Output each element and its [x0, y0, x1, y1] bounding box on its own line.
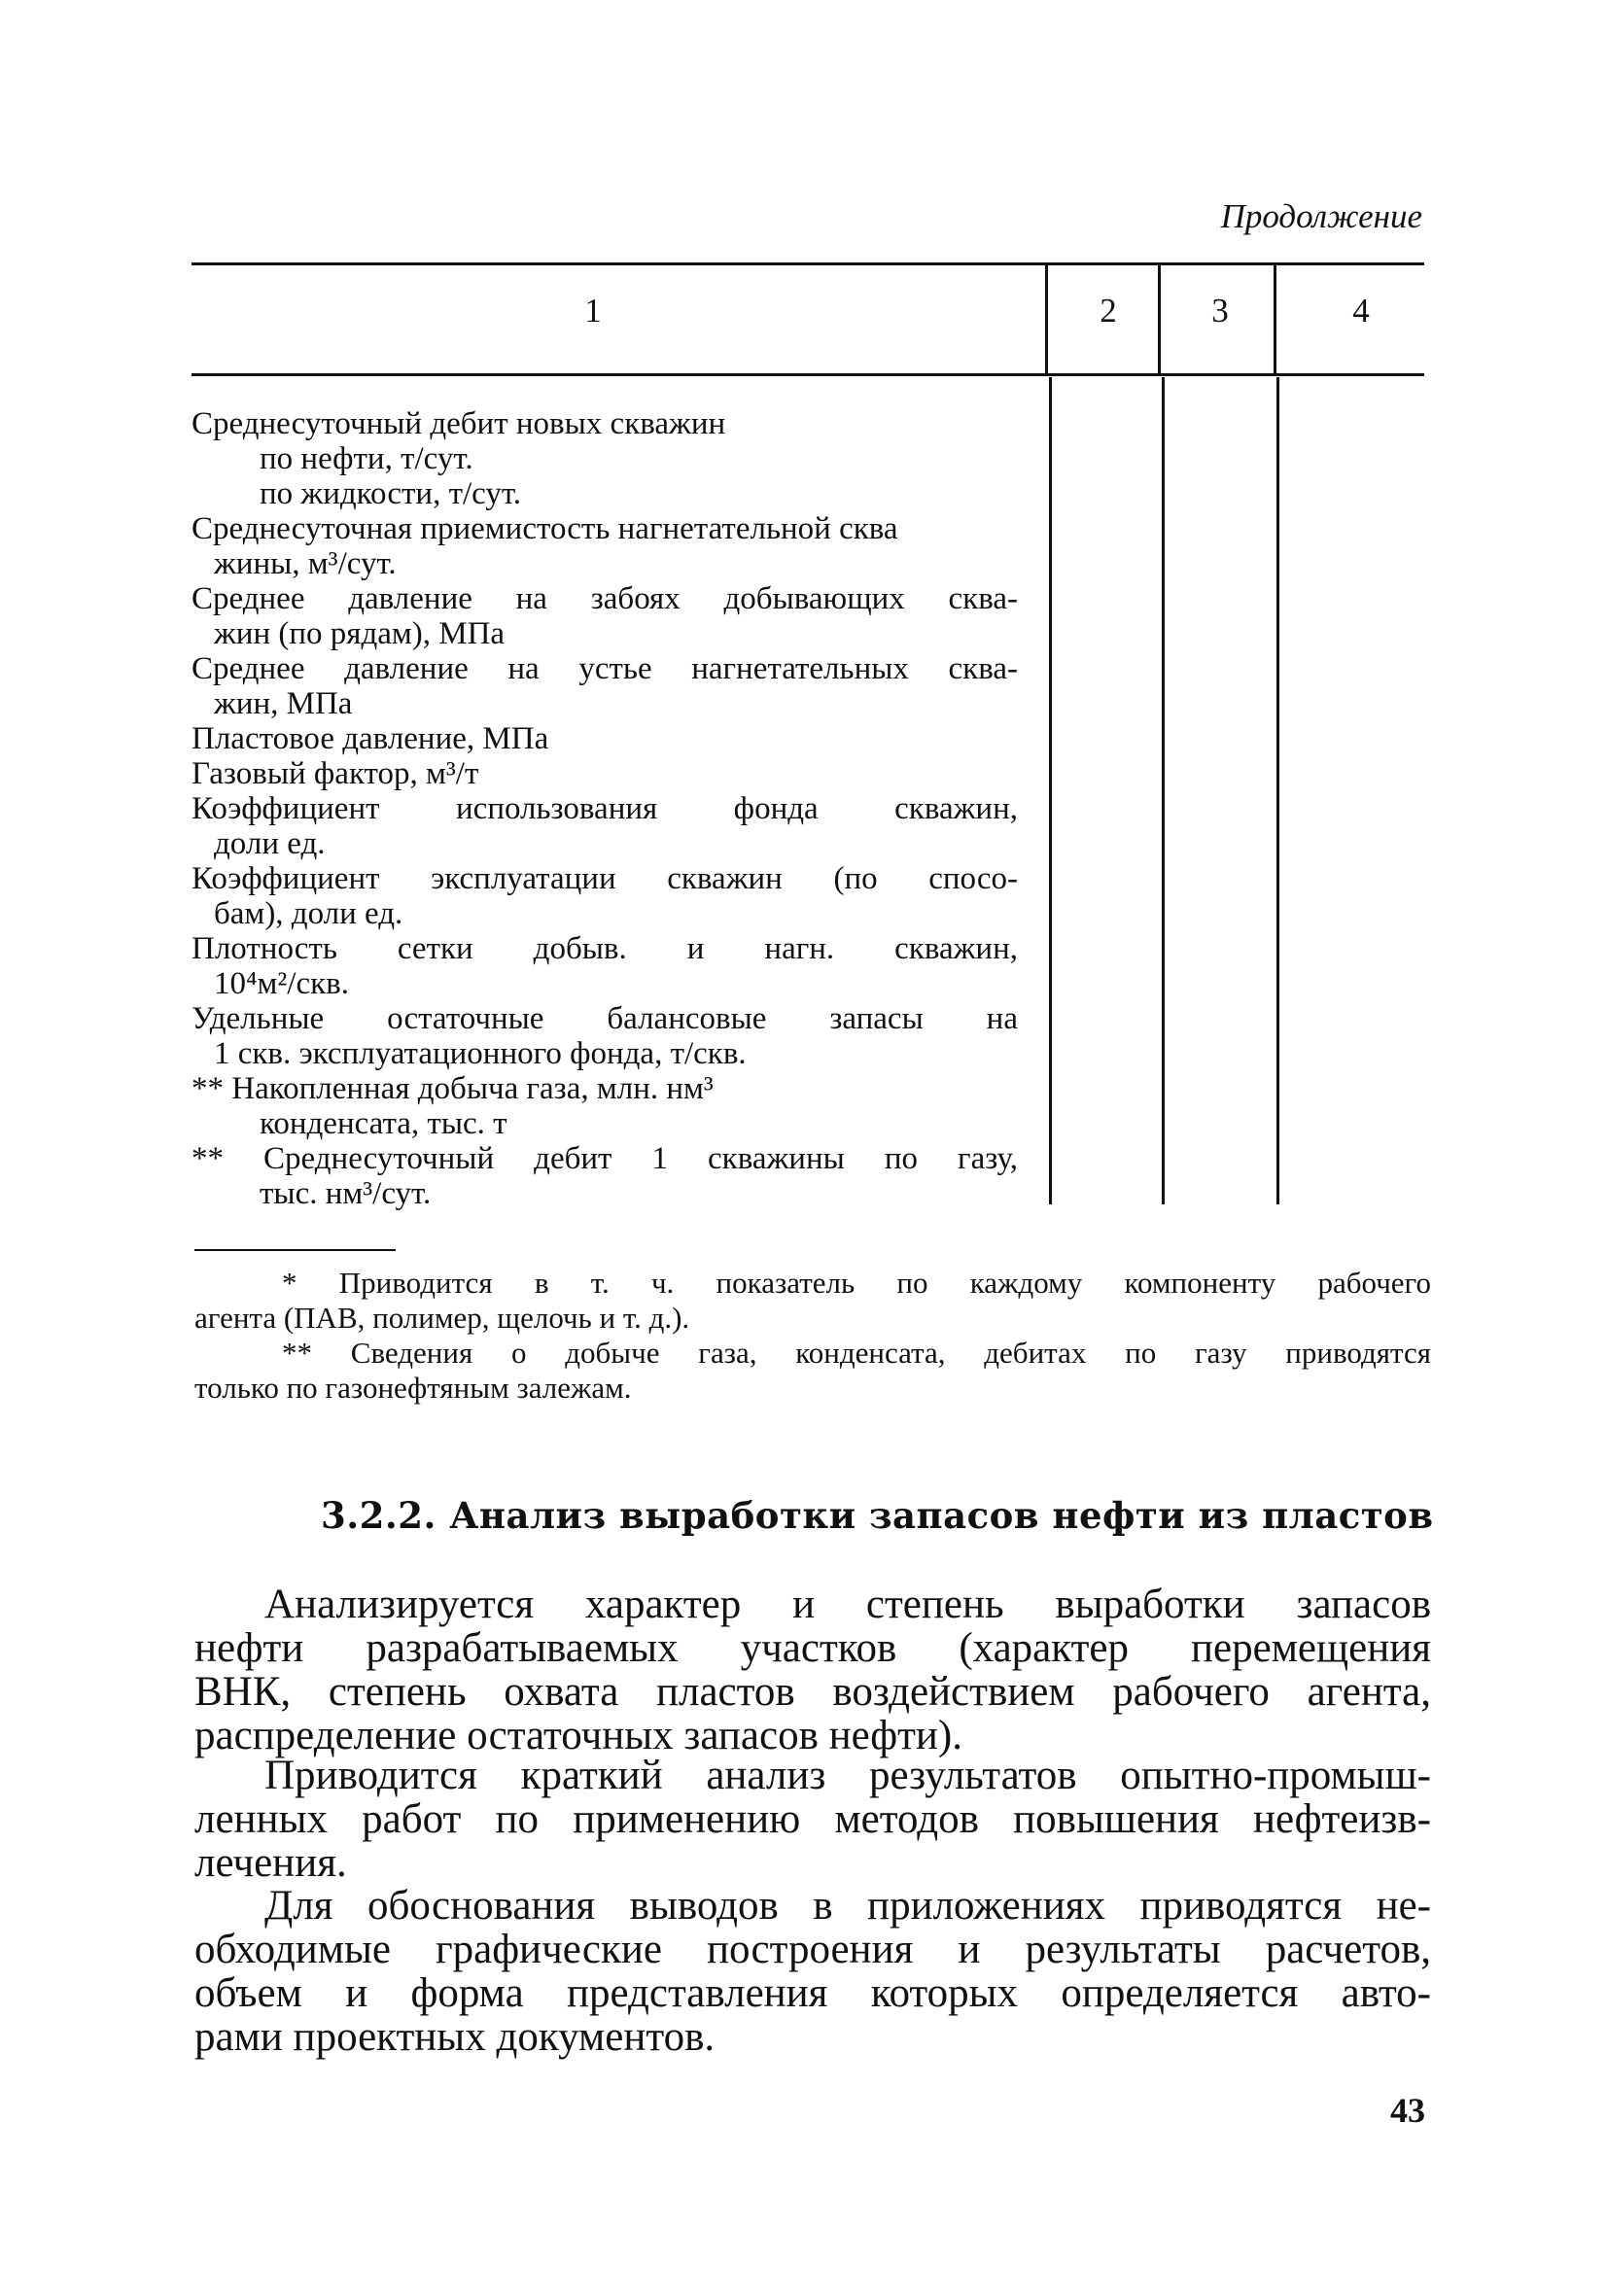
column-header-2: 2 [1100, 292, 1117, 330]
paragraph-line: нефти разрабатываемых участков (характер перемещения [194, 1625, 1431, 1671]
paragraph-line: обходимые графические построения и результаты расчетов, [194, 1927, 1431, 1972]
table-body [192, 406, 1018, 1211]
column-header-4: 4 [1352, 292, 1370, 330]
footnote [194, 1266, 1431, 1336]
row-text: по жидкости, т/сут. [260, 476, 522, 511]
table-column-divider [1274, 264, 1276, 373]
table-column-divider [1158, 264, 1161, 373]
row-text: Коэффициент эксплуатации скважин (по спосо- [192, 861, 1018, 896]
table-row [192, 931, 1018, 1001]
footnotes [194, 1266, 1431, 1406]
footnote-text: только по газонефтяным залежам. [194, 1371, 632, 1405]
row-text: по нефти, т/сут. [260, 441, 473, 476]
table-row [192, 1071, 1018, 1141]
row-text: 1 скв. эксплуатационного фонда, т/скв. [214, 1036, 747, 1071]
paragraph-line: рами проектных документов. [194, 2014, 716, 2060]
table-column-divider [1276, 377, 1279, 1204]
table-row [192, 721, 1018, 756]
row-text: 10⁴м²/скв. [214, 966, 349, 1001]
paragraph-line: Анализируется характер и степень выработки запасов [264, 1582, 1431, 1627]
table-column-divider [1162, 377, 1165, 1204]
column-header-1: 1 [584, 292, 602, 330]
table-row [192, 511, 1018, 581]
paragraph-line: Приводится краткий анализ результатов опытно-промыш- [264, 1753, 1431, 1798]
row-text: доли ед. [214, 826, 326, 861]
table-row [192, 756, 1018, 791]
row-text: Пластовое давление, МПа [192, 721, 549, 756]
paragraph-line: Для обоснования выводов в приложениях приводятся не- [264, 1883, 1431, 1929]
row-text: Плотность сетки добыв. и нагн. скважин, [192, 931, 1018, 966]
row-text: жин, МПа [214, 686, 353, 721]
row-text: бам), доли ед. [214, 896, 403, 931]
row-text: Среднесуточная приемистость нагнетательной сква [192, 511, 898, 546]
table-column-divider [1045, 264, 1048, 373]
paragraph [194, 1884, 1431, 2059]
footnote-text: агента (ПАВ, полимер, щелочь и т. д.). [194, 1301, 690, 1335]
table-row [192, 651, 1018, 721]
column-header-3: 3 [1211, 292, 1229, 330]
footnote-text: ** Сведения о добыче газа, конденсата, дебитах по газу приводятся [282, 1336, 1431, 1370]
paragraph-line: распределение остаточных запасов нефти). [194, 1713, 962, 1758]
row-text: жины, м³/сут. [214, 546, 397, 581]
footnote-rule [194, 1249, 396, 1251]
row-text: Удельные остаточные балансовые запасы на [192, 1001, 1018, 1036]
paragraph-line: объем и форма представления которых определяется авто- [194, 1970, 1431, 2016]
section-heading: 3.2.2. Анализ выработки запасов нефти из пластов [321, 1494, 1434, 1537]
continuation-label: Продолжение [1220, 197, 1422, 235]
row-text: ** Накопленная добыча газа, млн. нм³ [192, 1071, 714, 1106]
table-row [192, 861, 1018, 931]
paragraph [194, 1583, 1431, 1757]
row-text: ** Среднесуточный дебит 1 скважины по газу, [192, 1141, 1018, 1176]
table-column-divider [1049, 377, 1052, 1204]
footnote [194, 1336, 1431, 1406]
paragraph-line: ВНК, степень охвата пластов воздействием рабочего агента, [194, 1669, 1431, 1715]
row-text: тыс. нм³/сут. [260, 1176, 432, 1211]
row-text: Среднесуточный дебит новых скважин [192, 406, 726, 441]
row-text: Среднее давление на устье нагнетательных сква- [192, 651, 1018, 686]
page-number: 43 [1390, 2091, 1425, 2130]
footnote-text: * Приводится в т. ч. показатель по каждому компоненту рабочего [282, 1266, 1431, 1300]
row-text: Среднее давление на забоях добывающих сква- [192, 581, 1018, 616]
paragraph [194, 1754, 1431, 1885]
table-row [192, 791, 1018, 861]
row-text: Коэффициент использования фонда скважин, [192, 791, 1018, 826]
table-row [192, 406, 1018, 511]
table-top-rule [192, 262, 1424, 265]
row-text: жин (по рядам), МПа [214, 616, 506, 651]
row-text: конденсата, тыс. т [260, 1106, 507, 1141]
table-row [192, 581, 1018, 651]
paragraph-line: ленных работ по применению методов повышения нефтеизв- [194, 1796, 1431, 1842]
table-row [192, 1141, 1018, 1211]
paragraph-line: лечения. [194, 1840, 347, 1886]
row-text: Газовый фактор, м³/т [192, 756, 479, 791]
table-header-rule [192, 373, 1424, 376]
table-row [192, 1001, 1018, 1071]
